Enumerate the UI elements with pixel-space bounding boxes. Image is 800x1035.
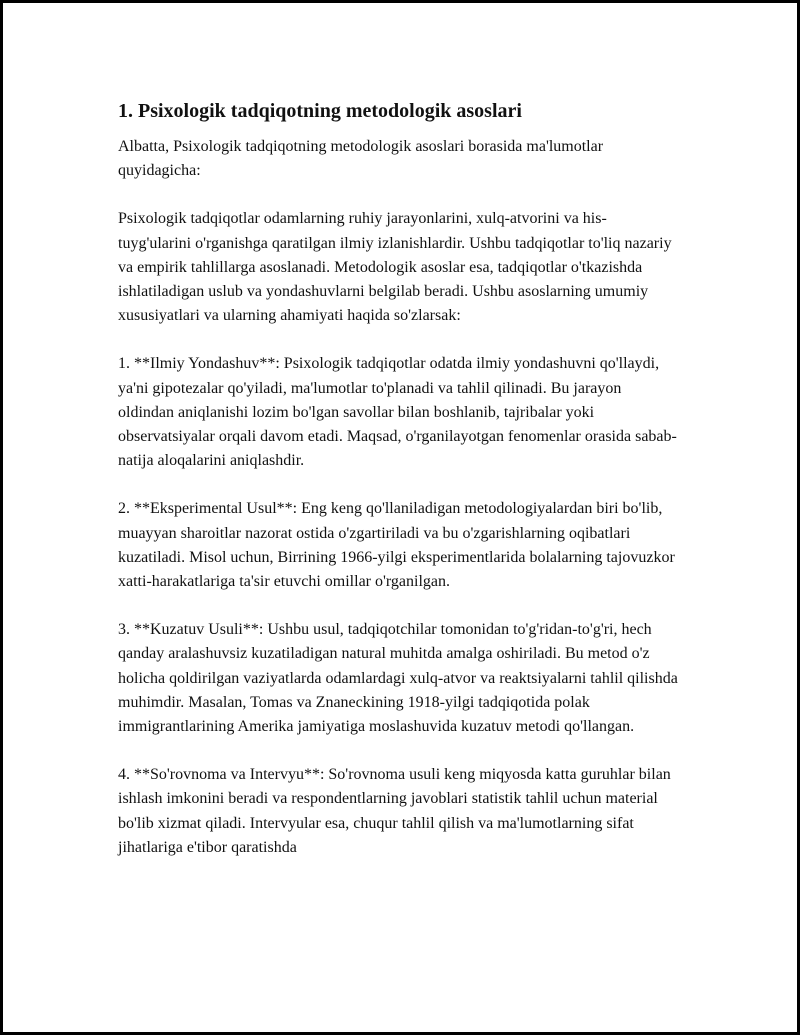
document-body xyxy=(118,97,678,884)
overview-paragraph: Psixologik tadqiqotlar odamlarning ruhiy jarayonlarini, xulq-atvorini va his-tuyg'ularini o'rganishga qaratilgan ilmiy izlanishlardir. Ushbu tadqiqotlar to'liq nazariy va empirik tahlillarga asoslanadi. Metodologik asoslar esa, tadqiqotlar o'tkazishda ishlatiladigan uslub va yondashuvlarni belgilab beradi. Ushbu asoslarning umumiy xususiyatlari va ularning ahamiyati haqida so'zlarsak: xyxy=(118,210,672,325)
item-survey-interview: 4. **So'rovnoma va Intervyu**: So'rovnoma usuli keng miqyosda katta guruhlar bilan ishlash imkonini beradi va respondentlarning javoblari statistik tahlil uchun material bo'lib xizmat qiladi. Intervyular esa, chuqur tahlil qilish va ma'lumotlarning sifat jihatlariga e'tibor qaratishda xyxy=(118,766,671,856)
item-observation-method: 3. **Kuzatuv Usuli**: Ushbu usul, tadqiqotchilar tomonidan to'g'ridan-to'g'ri, hech qanday aralashuvsiz kuzatiladigan natural muhitda amalga oshiriladi. Bu metod o'z holicha qoldirilgan vaziyatlarda odamlardagi xulq-atvor va reaktsiyalarni tahlil qilishda muhimdir. Masalan, Tomas va Znaneckining 1918-yilgi tadqiqotida polak immigrantlarining Amerika jamiyatiga moslashuvida kuzatuv metodi qo'llangan. xyxy=(118,621,678,736)
item-scientific-approach: 1. **Ilmiy Yondashuv**: Psixologik tadqiqotlar odatda ilmiy yondashuvni qo'llaydi, ya'ni gipotezalar qo'yiladi, ma'lumotlar to'planadi va tahlil qilinadi. Bu jarayon oldindan aniqlanishi lozim bo'lgan savollar bilan boshlanib, tajribalar yoki observatsiyalar orqali davom etadi. Maqsad, o'rganilayotgan fenomenlar orasida sabab-natija aloqalarini aniqlashdir. xyxy=(118,355,677,470)
intro-paragraph: Albatta, Psixologik tadqiqotning metodologik asoslari borasida ma'lumotlar quyidagicha: xyxy=(118,138,604,180)
document-title: 1. Psixologik tadqiqotning metodologik asoslari xyxy=(118,100,522,122)
item-experimental-method: 2. **Eksperimental Usul**: Eng keng qo'llaniladigan metodologiyalardan biri bo'lib, muayyan sharoitlar nazorat ostida o'zgartiriladi va bu o'zgarishlarning oqibatlari kuzatiladi. Misol uchun, Birrining 1966-yilgi eksperimentlarida bolalarning tajovuzkor xatti-harakatlariga ta'sir etuvchi omillar o'rganilgan. xyxy=(118,500,675,591)
